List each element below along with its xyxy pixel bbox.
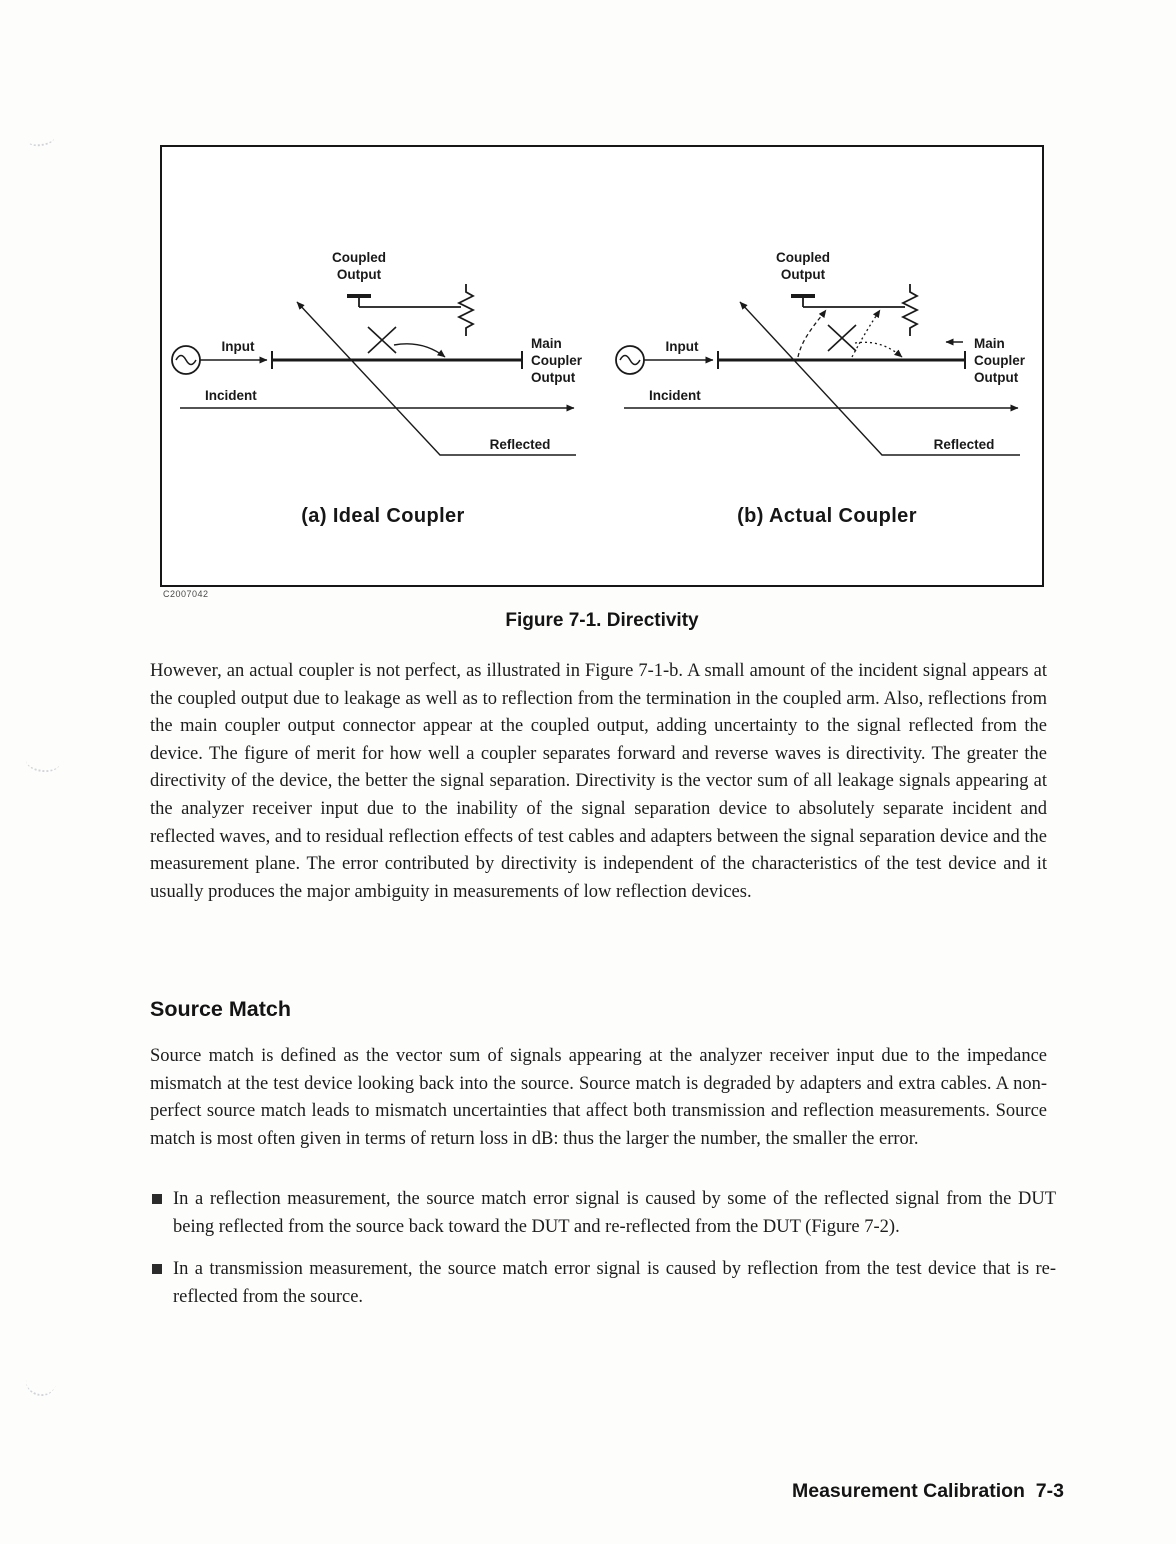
input-label: Input [665, 339, 699, 354]
svg-text:Output: Output [974, 370, 1019, 385]
main-coupler-output-label [974, 336, 1026, 385]
bullet-text: In a transmission measurement, the source match error signal is caused by reflection from the test device that is re-reflected from the source. [173, 1259, 1056, 1307]
reflected-label: Reflected [933, 437, 995, 452]
svg-text:Coupler: Coupler [531, 353, 583, 368]
leakage-path-arrow [798, 310, 826, 357]
paragraph-directivity: However, an actual coupler is not perfect, as illustrated in Figure 7-1-b. A small amount of the incident signal appears at the coupled output due to leakage as well as to reflection from the termination in the coupled arm. Also, reflections from the main coupler output connector appear at the coupled output, adding uncertainty to the signal reflected from the device. The figure of merit for how well a coupler separates forward and reverse waves is directivity. The greater the directivity of the device, the better the signal separation. Directivity is the vector sum of all leakage signals appearing at the analyzer receiver input due to the inability of the signal separation device to absolutely separate incident and reflected waves, and to residual reflection effects of test cables and adapters between the signal separation device and the measurement plane. The error contributed by directivity is independent of the characteristics of the test device and it usually produces the major ambiguity in measurements of low reflection devices. [150, 661, 1047, 902]
incident-label: Incident [649, 388, 701, 403]
bullet-item-transmission [150, 1256, 1056, 1311]
coupled-output-label: Output [336, 267, 382, 282]
bullet-text: In a reflection measurement, the source match error signal is caused by some of the reflected signal from the DUT being reflected from the source back toward the DUT and re-reflected from the DUT (Figure 7-2). [173, 1189, 1056, 1237]
figure-7-1-box [160, 145, 1044, 587]
diagram-actual-coupler [612, 250, 1042, 528]
section-heading-source-match: Source Match [150, 997, 291, 1021]
coupling-path-arrow [855, 342, 902, 357]
main-line [272, 351, 522, 369]
coupled-output-label: Coupled [332, 250, 386, 265]
ideal-coupler-schematic [168, 250, 598, 465]
scan-artifact [27, 132, 54, 148]
termination-resistor-icon [459, 284, 473, 336]
bullet-square-icon [152, 1194, 162, 1204]
scan-artifact [24, 1366, 58, 1399]
input-label: Input [221, 339, 255, 354]
main-line [718, 351, 965, 369]
coupled-output-label: Output [780, 267, 826, 282]
svg-text:Coupler: Coupler [974, 353, 1026, 368]
incident-label: Incident [205, 388, 257, 403]
coupled-port-icon [791, 296, 815, 307]
svg-text:Output: Output [531, 370, 576, 385]
termination-resistor-icon [903, 284, 917, 336]
reflected-label: Reflected [489, 437, 551, 452]
svg-text:Main: Main [531, 336, 562, 351]
bullet-square-icon [152, 1264, 162, 1274]
coupled-output-label: Coupled [776, 250, 830, 265]
diagram-b-caption: (b) Actual Coupler [737, 505, 917, 527]
diagram-a-caption: (a) Ideal Coupler [301, 505, 465, 527]
bullet-list [150, 1186, 1056, 1326]
actual-coupler-schematic [612, 250, 1042, 465]
coupling-cross-icon [828, 325, 856, 351]
scan-artifact [25, 750, 61, 773]
source-icon [172, 346, 200, 374]
paragraph-source-match: Source match is defined as the vector sum of signals appearing at the analyzer receiver input due to the impedance mismatch at the test device looking back into the source. Source match is degraded by adapters and extra cables. A non-perfect source match leads to mismatch uncertainties that affect both transmission and reflection measurements. Source match is most often given in terms of return loss in dB: thus the larger the number, the smaller the error. [150, 1046, 1047, 1149]
bullet-item-reflection [150, 1186, 1056, 1241]
coupling-path-arrow [394, 344, 445, 357]
source-icon [616, 346, 644, 374]
svg-text:Main: Main [974, 336, 1005, 351]
coupling-cross-icon [368, 327, 396, 353]
figure-caption: Figure 7-1. Directivity [505, 610, 699, 631]
diagram-ideal-coupler [168, 250, 598, 528]
main-coupler-output-label [531, 336, 583, 385]
page-footer: Measurement Calibration 7-3 [792, 1480, 1064, 1502]
leakage-path-arrow [852, 310, 880, 357]
coupled-port-icon [347, 296, 371, 307]
figure-code: C2007042 [163, 589, 209, 599]
